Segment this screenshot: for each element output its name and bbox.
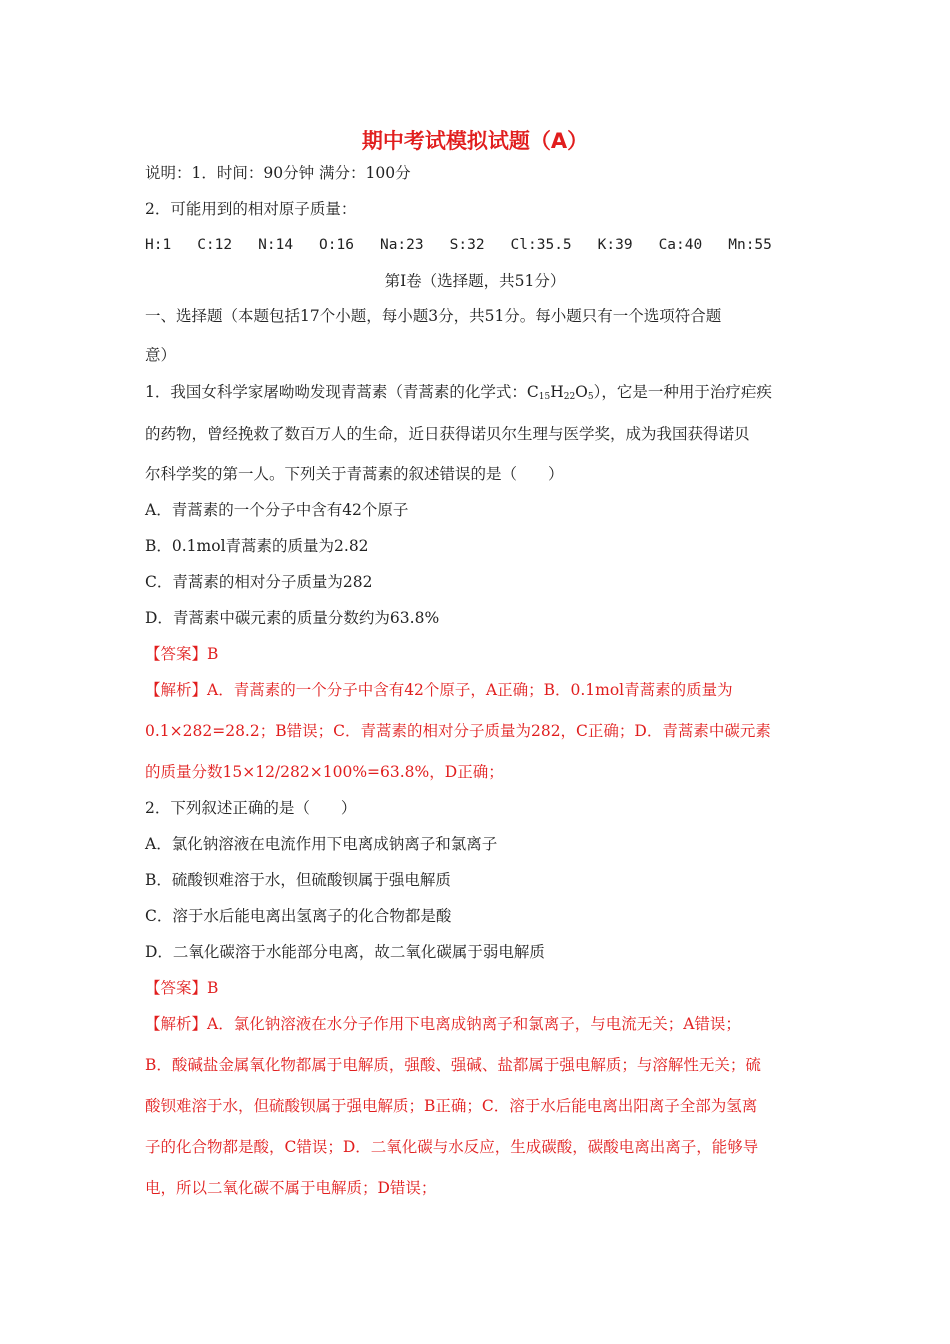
q1-option-a: A．青蒿素的一个分子中含有42个原子 (145, 501, 409, 519)
atom-s: S:32 (449, 237, 485, 253)
q2-analysis-line-3: 酸钡难溶于水，但硫酸钡属于强电解质；B正确；C．溶于水后能电离出阳离子全部为氢离 (145, 1097, 758, 1115)
q1-analysis-line-3: 的质量分数15×12/282×100%=63.8%，D正确； (145, 763, 504, 781)
q1-analysis-line-2: 0.1×282=28.2；B错误；C．青蒿素的相对分子质量为282，C正确；D．青蒿素中碳元素 (145, 722, 771, 740)
q1-stem-line-1: 1．我国女科学家屠呦呦发现青蒿素（青蒿素的化学式：$C_{15}H_{22}O_5$），它是一种用于治疗疟疾 (145, 383, 772, 402)
q2-option-a: A．氯化钠溶液在电流作用下电离成钠离子和氯离子 (145, 835, 498, 853)
atom-n: N:14 (258, 237, 294, 253)
q2-analysis-line-5: 电，所以二氧化碳不属于电解质；D错误； (145, 1179, 437, 1197)
section-instruction-2: 意） (145, 346, 177, 364)
q2-option-c: C．溶于水后能电离出氢离子的化合物都是酸 (145, 907, 452, 925)
atom-cl: Cl:35.5 (510, 237, 572, 253)
q2-analysis-line-4: 子的化合物都是酸，C错误；D．二氧化碳与水反应，生成碳酸，碳酸电离出离子，能够导 (145, 1138, 759, 1156)
q2-option-b: B．硫酸钡难溶于水，但硫酸钡属于强电解质 (145, 871, 451, 889)
q1-stem-line-2: 的药物，曾经挽救了数百万人的生命，近日获得诺贝尔生理与医学奖，成为我国获得诺贝 (145, 425, 750, 443)
atom-mn: Mn:55 (728, 237, 772, 253)
atom-h: H:1 (145, 237, 172, 253)
page-title: 期中考试模拟试题（A） (361, 129, 589, 153)
q2-analysis-line-1: 【解析】A．氯化钠溶液在水分子作用下电离成钠离子和氯离子，与电流无关；A错误； (145, 1015, 741, 1033)
q2-option-d: D．二氧化碳溶于水能部分电离，故二氧化碳属于弱电解质 (145, 943, 545, 961)
q2-answer: 【答案】B (145, 979, 219, 997)
section-instruction-1: 一、选择题（本题包括17个小题，每小题3分，共51分。每小题只有一个选项符合题 (145, 307, 722, 325)
atom-c: C:12 (197, 237, 233, 253)
q1-option-c: C．青蒿素的相对分子质量为282 (145, 573, 373, 591)
atom-na: Na:23 (379, 237, 424, 253)
atomic-mass-list (145, 235, 798, 255)
intro-line-1: 说明：1．时间：90分钟 满分：100分 (145, 164, 411, 182)
q2-analysis-line-2: B．酸碱盐金属氧化物都属于电解质，强酸、强碱、盐都属于强电解质；与溶解性无关；硫 (145, 1056, 761, 1074)
section-header: 第Ⅰ卷（选择题，共51分） (384, 272, 566, 290)
intro-line-2: 2．可能用到的相对原子质量： (145, 200, 357, 218)
q1-stem-line-3: 尔科学奖的第一人。下列关于青蒿素的叙述错误的是（ ） (145, 465, 564, 483)
q1-answer: 【答案】B (145, 645, 219, 663)
q1-analysis-line-1: 【解析】A．青蒿素的一个分子中含有42个原子，A正确；B．0.1mol青蒿素的质量为 (145, 681, 733, 699)
q1-option-d: D．青蒿素中碳元素的质量分数约为63.8% (145, 609, 440, 627)
atom-o: O:16 (319, 237, 354, 253)
atom-k: K:39 (597, 237, 633, 253)
q2-stem: 2．下列叙述正确的是（ ） (145, 799, 357, 817)
q1-option-b: B．0.1mol青蒿素的质量为2.82 (145, 537, 369, 555)
atom-ca: Ca:40 (658, 237, 703, 253)
